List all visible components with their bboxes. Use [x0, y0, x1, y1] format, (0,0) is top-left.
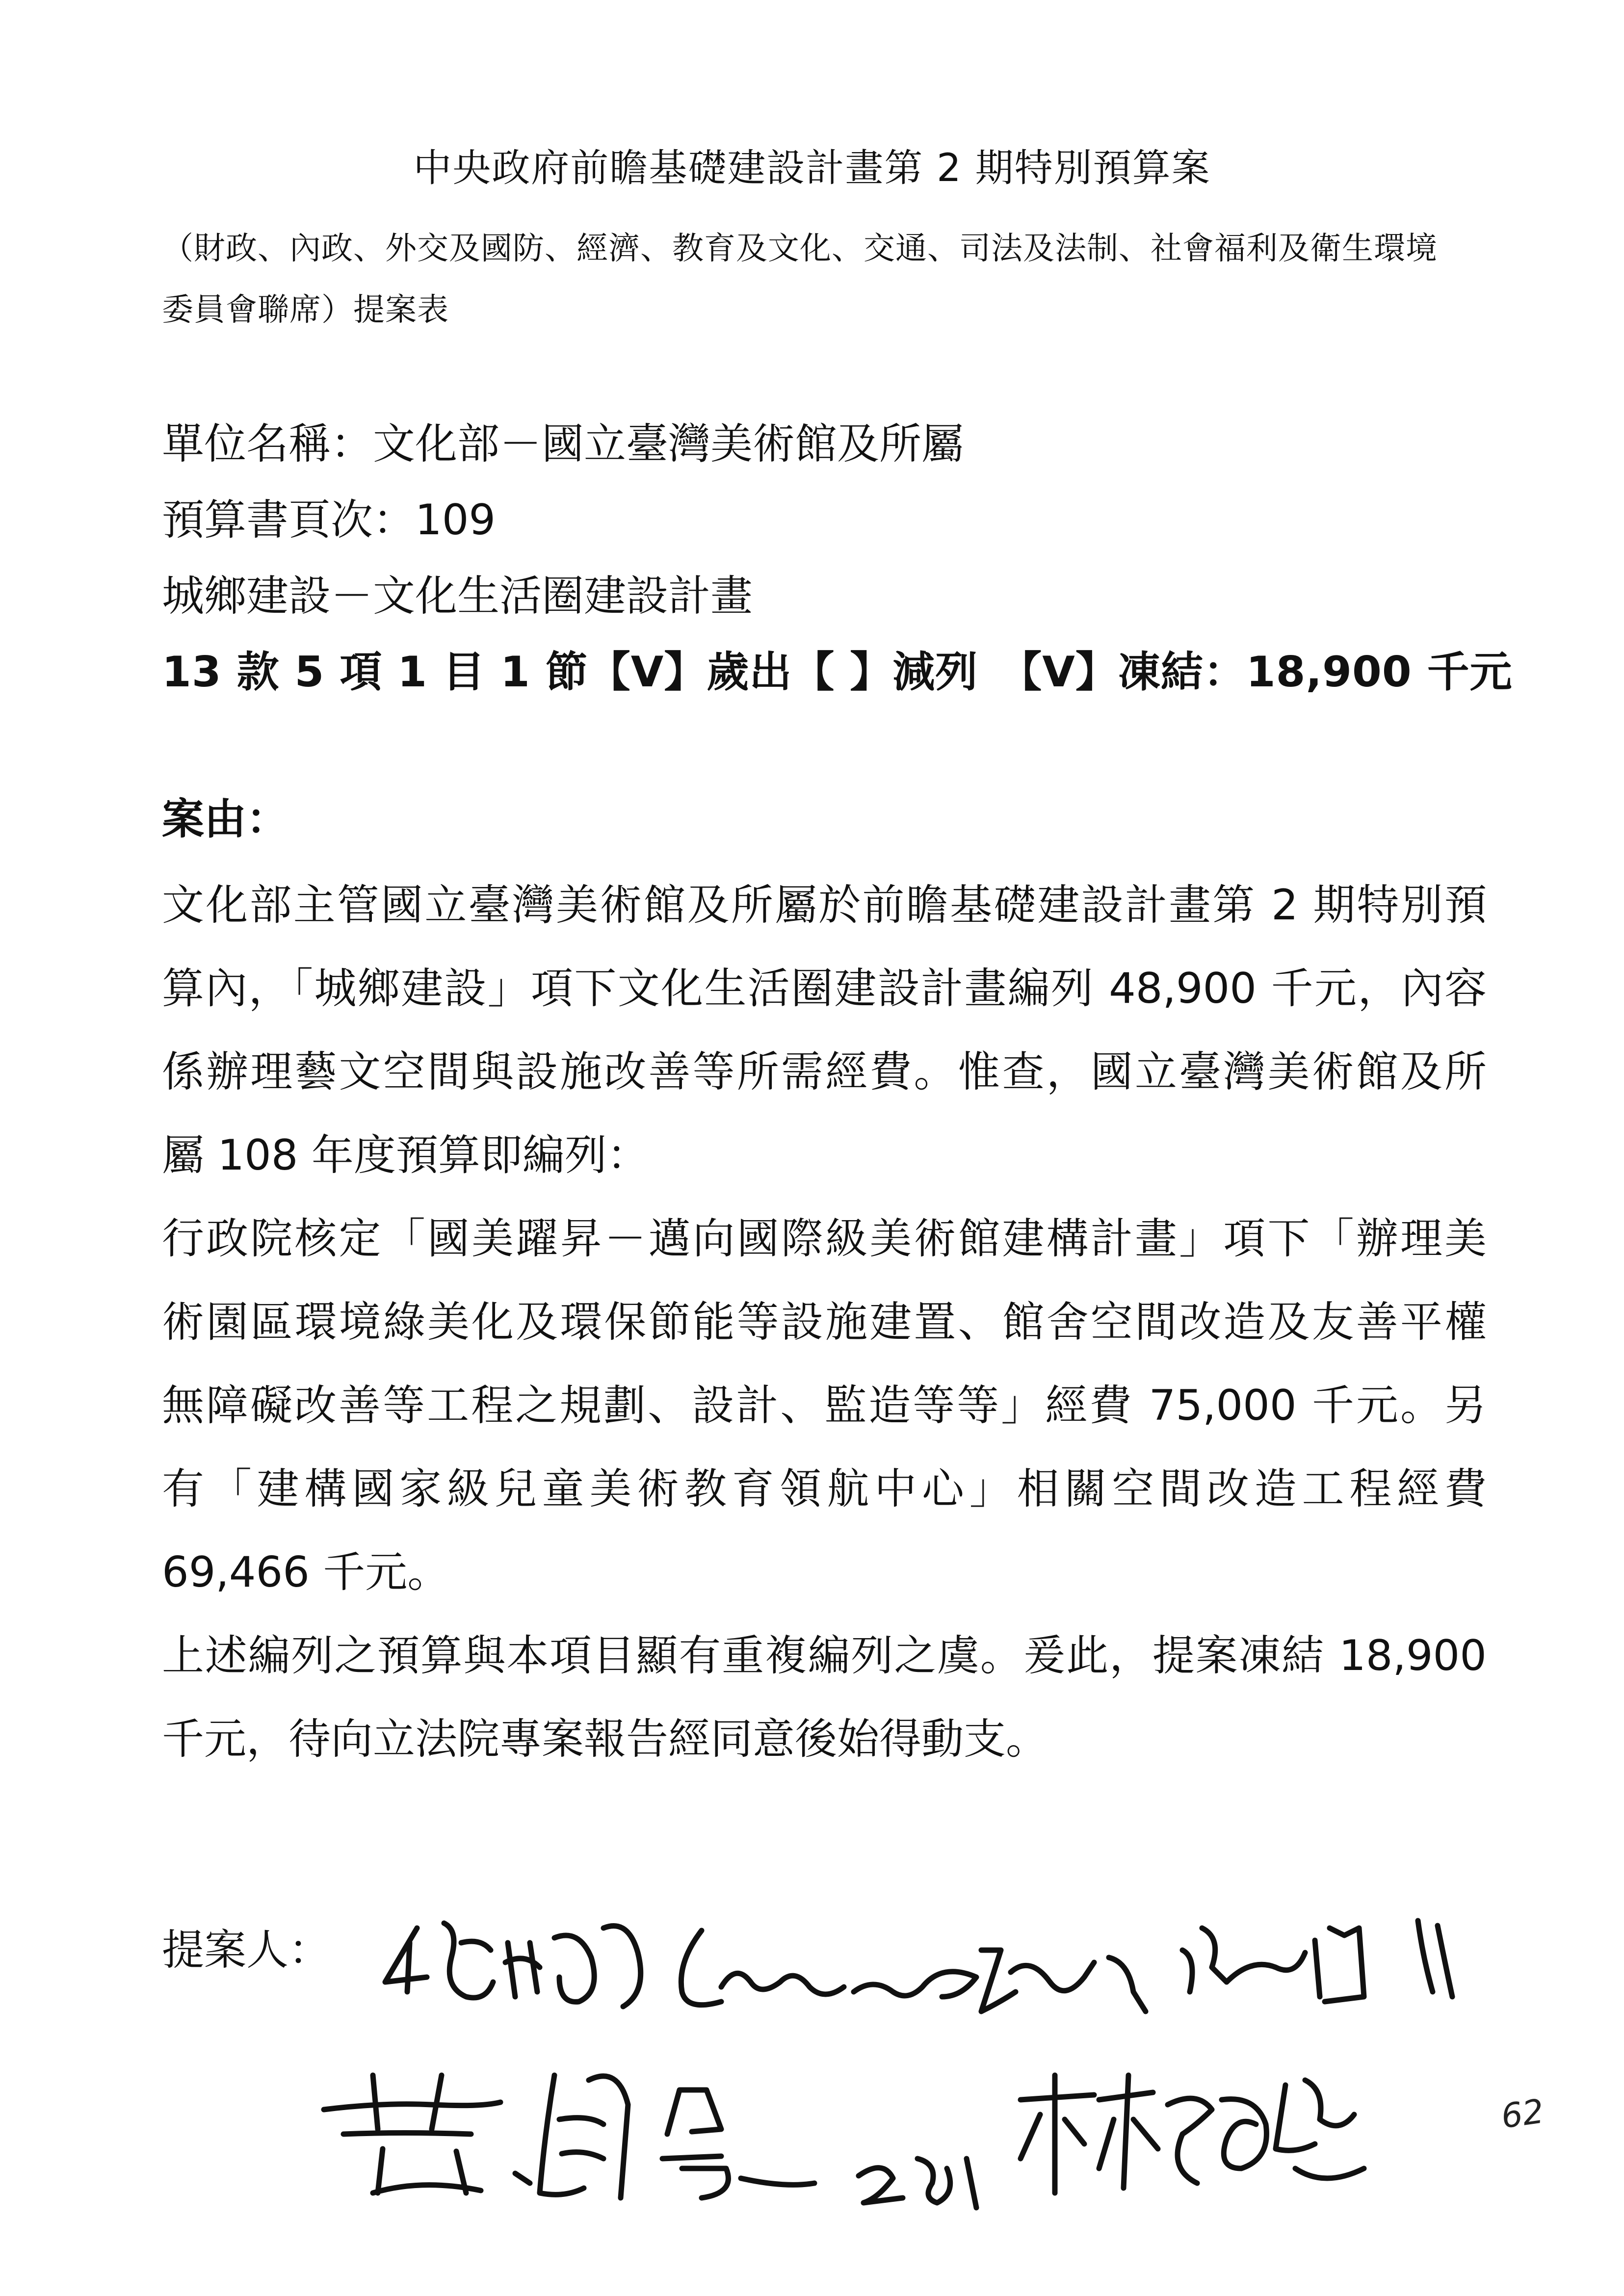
reason-line-7: 無障礙改善等工程之規劃、設計、監造等等」經費 75,000 千元。另 — [162, 1381, 1487, 1430]
reason-line-8: 有「建構國家級兒童美術教育領航中心」相關空間改造工程經費 — [162, 1464, 1487, 1513]
unit-name: 單位名稱：文化部－國立臺灣美術館及所屬 — [162, 419, 964, 469]
signature-1 — [385, 1923, 641, 2007]
reason-line-3: 係辦理藝文空間與設施改善等所需經費。惟查，國立臺灣美術館及所 — [162, 1047, 1487, 1096]
reason-line-1: 文化部主管國立臺灣美術館及所屬於前瞻基礎建設計畫第 2 期特別預 — [162, 881, 1487, 930]
committee-subtitle-line-1: （財政、內政、外交及國防、經濟、教育及文化、交通、司法及法制、社會福利及衛生環境 — [162, 231, 1438, 267]
budget-page: 預算書頁次：109 — [162, 496, 496, 545]
proposer-label: 提案人： — [162, 1926, 331, 1975]
signature-5 — [1021, 2075, 1364, 2193]
signature-4 — [859, 2159, 976, 2208]
document-title: 中央政府前瞻基礎建設計畫第 2 期特別預算案 — [413, 146, 1211, 190]
budget-classification: 13 款 5 項 1 目 1 節【V】歲出【 】減列 【V】凍結：18,900 千元 — [162, 648, 1513, 697]
reason-line-5: 行政院核定「國美躍昇－邁向國際級美術館建構計畫」項下「辦理美 — [162, 1214, 1487, 1263]
reason-line-6: 術園區環境綠美化及環保節能等設施建置、館舍空間改造及友善平權 — [162, 1298, 1487, 1347]
page-number: 62 — [1498, 2092, 1546, 2137]
reason-line-2: 算內，「城鄉建設」項下文化生活圈建設計畫編列 48,900 千元，內容 — [162, 964, 1487, 1013]
reason-line-4: 屬 108 年度預算即編列： — [162, 1131, 649, 1180]
reason-line-9: 69,466 千元。 — [162, 1548, 450, 1597]
program-name: 城鄉建設－文化生活圈建設計畫 — [162, 572, 753, 621]
committee-subtitle-line-2: 委員會聯席）提案表 — [162, 292, 449, 328]
signature-3 — [324, 2075, 814, 2198]
signature-2 — [681, 1921, 1452, 2011]
reason-label: 案由： — [162, 795, 288, 844]
reason-line-10: 上述編列之預算與本項目顯有重複編列之虞。爰此，提案凍結 18,900 — [162, 1631, 1487, 1680]
reason-line-11: 千元，待向立法院專案報告經同意後始得動支。 — [162, 1715, 1048, 1764]
